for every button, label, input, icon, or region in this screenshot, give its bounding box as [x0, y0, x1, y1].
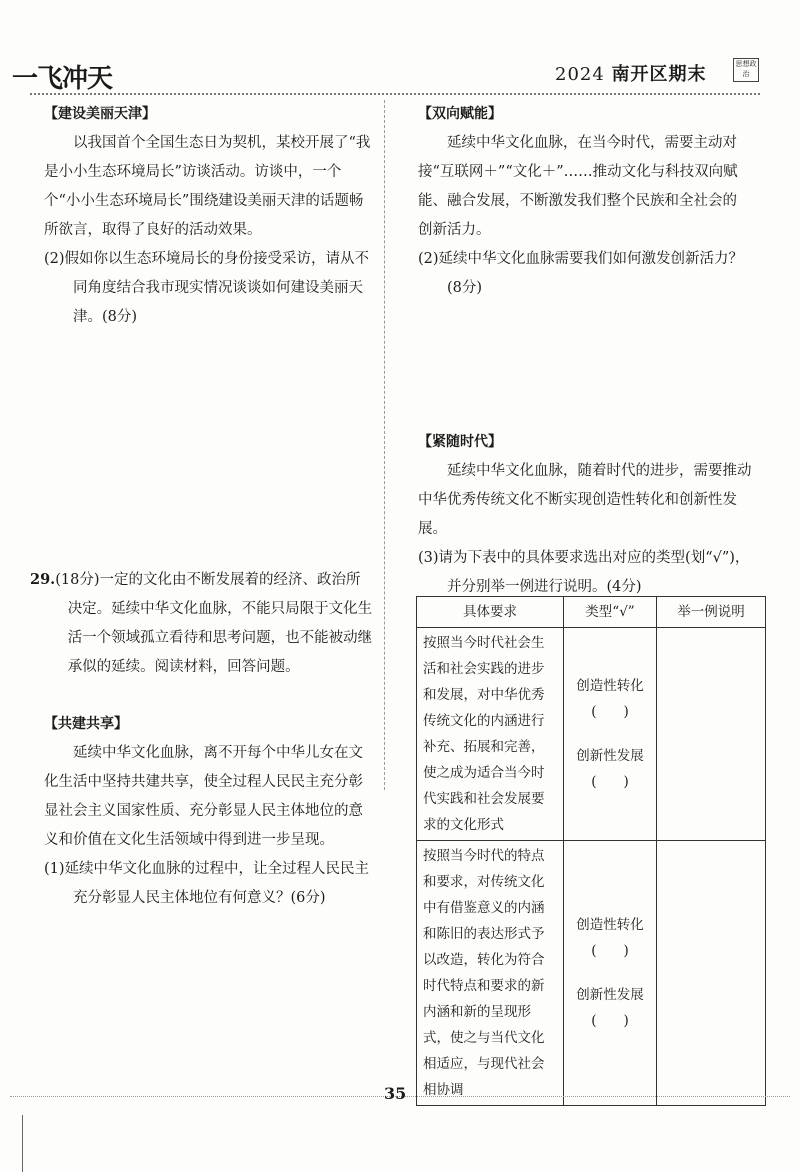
brand-logo: 一飞冲天: [12, 64, 113, 94]
table-row: [417, 628, 766, 841]
check-paren[interactable]: ( ): [591, 704, 629, 720]
section-dual-empower: [418, 100, 748, 303]
section-follow-times: [418, 428, 758, 602]
section-body: 延续中华文化血脉，离不开每个中华儿女在文化生活中坚持共建共享，使全过程人民民主充分彰显社会主义国家性质、充分彰显人民主体地位的意义和价值在文化生活领域中得到进一步呈现。: [44, 745, 363, 848]
section-body: 延续中华文化血脉，在当今时代，需要主动对接“互联网＋”“文化＋”……推动文化与科技双向赋能、融合发展，不断激发我们整个民族和全社会的创新活力。: [418, 135, 738, 238]
table-header-row: [417, 597, 766, 628]
question-29-stem: [30, 565, 374, 682]
question-number: 29.: [30, 571, 56, 588]
column-divider: [384, 100, 385, 790]
section-body: 延续中华文化血脉，随着时代的进步，需要推动中华优秀传统文化不断实现创造性转化和创新性发展。: [418, 463, 752, 537]
section-build-tianjin: [44, 100, 374, 332]
requirement-cell: 按照当今时代社会生活和社会实践的进步和发展，对中华优秀传统文化的内涵进行补充、拓展和完善，使之成为适合当今时代实践和社会发展要求的文化形式: [417, 628, 564, 841]
page-number: 35: [384, 1084, 407, 1103]
section-title: 【共建共享】: [44, 716, 128, 732]
type-cell: [564, 628, 657, 841]
type-option[interactable]: [565, 673, 655, 725]
binding-line: [22, 1115, 23, 1172]
question-3: (3)请为下表中的具体要求选出对应的类型(划“√”)，并分别举一例进行说明。(4分): [418, 550, 750, 595]
requirement-cell: 按照当今时代的特点和要求，对传统文化中有借鉴意义的内涵和陈旧的表达形式予以改造，转化为符合时代特点和要求的新内涵和新的呈现形式，使之与当代文化相适应，与现代社会相协调: [417, 841, 564, 1106]
type-option[interactable]: [565, 743, 655, 795]
question-1: (1)延续中华文化血脉的过程中，让全过程人民民主充分彰显人民主体地位有何意义？(6分): [44, 861, 370, 906]
check-paren[interactable]: ( ): [591, 774, 629, 790]
requirements-table: [416, 596, 766, 1106]
type-cell: [564, 841, 657, 1106]
subject-badge: 思想政治: [733, 58, 759, 82]
section-title: 【建设美丽天津】: [44, 106, 156, 122]
table-row: [417, 841, 766, 1106]
option-label: 创造性转化: [576, 678, 644, 694]
section-body: 以我国首个全国生态日为契机，某校开展了“我是小小生态环境局长”访谈活动。访谈中，一个个“小小生态环境局长”围绕建设美丽天津的话题畅所欲言，取得了良好的活动效果。: [44, 135, 371, 238]
question-29-text: (18分)一定的文化由不断发展着的经济、政治所决定。延续中华文化血脉，不能只局限于文化生活一个领域孤立看待和思考问题，也不能被动继承似的延续。阅读材料，回答问题。: [55, 572, 373, 675]
header-year: 2024: [555, 64, 605, 85]
question-2-left: (2)假如你以生态环境局长的身份接受采访，请从不同角度结合我市现实情况谈谈如何建设美丽天津。(8分): [44, 251, 370, 325]
question-2-right: (2)延续中华文化血脉需要我们如何激发创新活力？(8分): [418, 251, 744, 296]
option-label: 创造性转化: [576, 917, 644, 933]
type-option[interactable]: [565, 982, 655, 1034]
header-exam-name: 南开区期末: [611, 64, 707, 85]
check-paren[interactable]: ( ): [591, 1013, 629, 1029]
example-cell[interactable]: [657, 841, 766, 1106]
option-label: 创新性发展: [576, 748, 644, 764]
header-requirement: 具体要求: [417, 597, 564, 628]
type-option[interactable]: [565, 912, 655, 964]
section-title: 【双向赋能】: [418, 106, 502, 122]
example-cell[interactable]: [657, 628, 766, 841]
header-divider: [30, 93, 760, 95]
section-title: 【紧随时代】: [418, 434, 502, 450]
header-example: 举一例说明: [657, 597, 766, 628]
header-title: [555, 60, 707, 86]
option-label: 创新性发展: [576, 987, 644, 1003]
check-paren[interactable]: ( ): [591, 943, 629, 959]
header-type: 类型“√”: [564, 597, 657, 628]
section-co-build: [44, 710, 374, 913]
question-29: [30, 565, 374, 682]
